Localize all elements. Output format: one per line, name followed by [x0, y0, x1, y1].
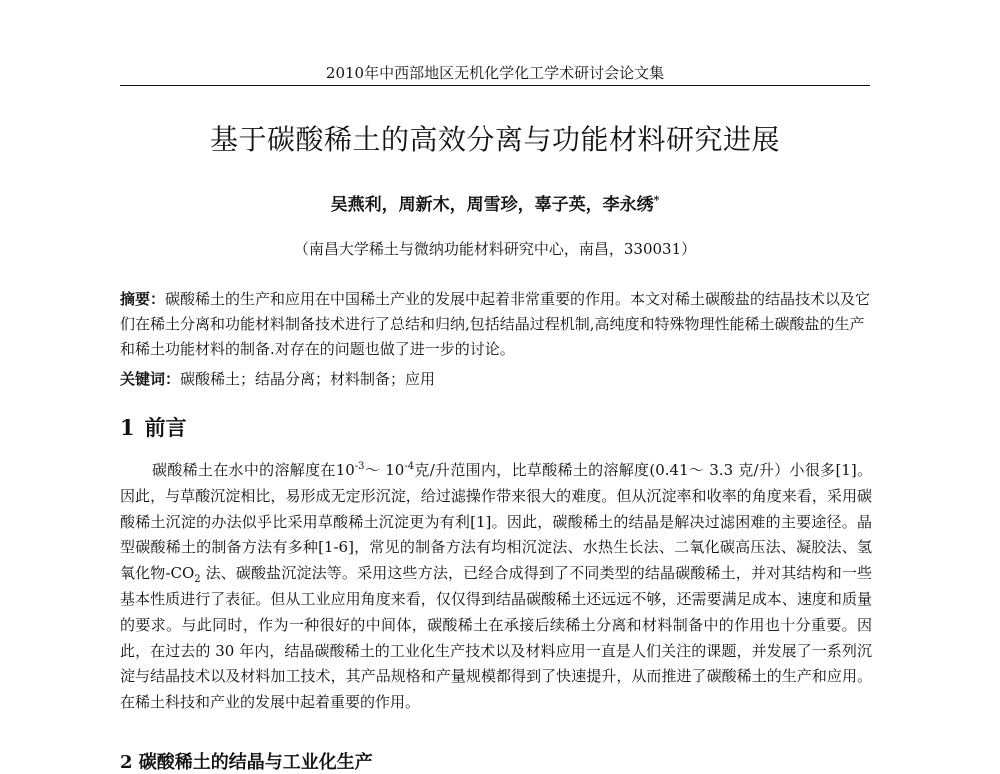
corresponding-author-mark: *	[653, 193, 660, 207]
abstract-label: 摘要：	[120, 290, 166, 308]
section-heading-introduction	[120, 412, 187, 442]
running-header: 2010年中西部地区无机化学化工学术研讨会论文集	[325, 64, 665, 82]
paragraph-text-4: 法、碳酸盐沉淀法等。采用这些方法，已经合成得到了不同类型的结晶碳酸稀土，并对其结构和一些基本性质进行了表征。但从工业应用角度来看，仅仅得到结晶碳酸稀土还远远不够，还需要满足成本、速度和质量的要求。与此同时，作为一种很好的中间体，碳酸稀土在承接后续稀土分离和材料制备中的作用也十分重要。因此，在过去的 30 年内，结晶碳酸稀土的工业化生产技术以及材料应用一直是人们关注的课题，并发展了一系列沉淀与结晶技术以及材料加工技术，其产品规格和产量规模都得到了快速提升，从而推进了碳酸稀土的生产和应用。在稀土科技和产业的发展中起着重要的作用。	[120, 564, 872, 712]
paper-title: 基于碳酸稀土的高效分离与功能材料研究进展	[209, 123, 780, 156]
section-heading-next-cropped: 2 碳酸稀土的结晶与工业化生产	[120, 752, 373, 773]
section-number: 1	[120, 415, 135, 440]
affiliation: （南昌大学稀土与微纳功能材料研究中心，南昌，330031）	[293, 240, 697, 258]
abstract	[120, 287, 872, 362]
exponent-1: -3	[354, 461, 365, 472]
exponent-2: -4	[404, 461, 415, 472]
keywords-label: 关键词：	[120, 370, 181, 388]
keywords	[120, 367, 872, 392]
header-rule	[120, 85, 870, 86]
paragraph-text-3: 克/升范围内，比草酸稀土的溶解度(0.41～ 3.3 克/升）小很多[1]。因此，与草酸沉淀相比，易形成无定形沉淀，给过滤操作带来很大的难度。但从沉淀率和收率的角度来看，采用碳酸稀土沉淀的办法似乎比采用草酸稀土沉淀更为有利[1]。因此，碳酸稀土的结晶是解决过滤困难的主要途径。晶型碳酸稀土的制备方法有多种[1-6]，常见的制备方法有均相沉淀法、水热生长法、二氧化碳高压法、凝胶法、氢氧化物-CO	[120, 461, 873, 583]
co2-subscript: 2	[194, 574, 201, 586]
abstract-text: 碳酸稀土的生产和应用在中国稀土产业的发展中起着非常重要的作用。本文对稀土碳酸盐的结晶技术以及它们在稀土分离和功能材料制备技术进行了总结和归纳,包括结晶过程机制,高纯度和特殊物理性能稀土碳酸盐的生产和稀土功能材料的制备.对存在的问题也做了进一步的讨论。	[120, 290, 871, 358]
section-title: 前言	[144, 415, 187, 440]
author-list	[120, 190, 870, 215]
introduction-paragraph	[120, 458, 872, 716]
paragraph-text-1: 碳酸稀土在水中的溶解度在10	[152, 461, 355, 479]
keywords-text: 碳酸稀土；结晶分离；材料制备；应用	[180, 370, 436, 388]
author-names: 吴燕利，周新木，周雪珍，辜子英，李永绣	[330, 195, 654, 215]
paragraph-text-2: ～ 10	[364, 461, 405, 479]
